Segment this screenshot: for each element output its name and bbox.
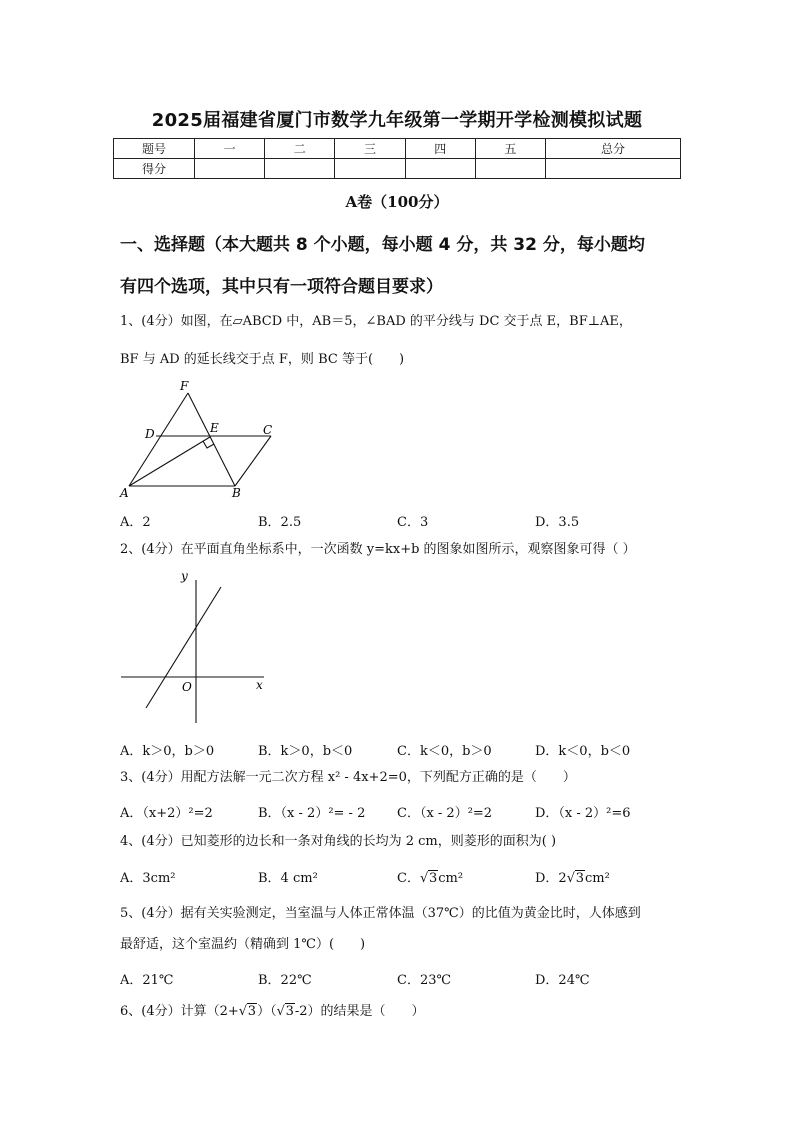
option-a[interactable]: A．21℃ xyxy=(120,973,174,988)
score-table xyxy=(113,138,681,179)
table-cell: 一 xyxy=(195,139,265,159)
sqrt-sign: √ 3 xyxy=(238,1004,257,1019)
question-text: 1、(4分）如图，在▱ABCD 中，AB＝5，∠BAD 的平分线与 DC 交于点 E，BF⊥AE， xyxy=(120,314,632,329)
option-c[interactable]: C．3 xyxy=(397,515,429,530)
table-cell xyxy=(195,159,265,179)
option-b[interactable]: B．k＞0，b＜0 xyxy=(258,744,353,759)
option-c[interactable]: C．k＜0，b＞0 xyxy=(397,744,492,759)
radicand: 3 xyxy=(285,1004,294,1019)
option-c[interactable]: C．（x - 2）²=2 xyxy=(397,806,493,821)
table-cell: 得分 xyxy=(114,159,195,179)
label-x: x xyxy=(256,678,263,692)
section-heading xyxy=(120,224,690,308)
question-2 xyxy=(120,534,695,565)
radicand: 3 xyxy=(428,871,438,886)
option-d[interactable]: D．（x - 2）²=6 xyxy=(535,806,631,821)
heading-line: 一、选择题（本大题共 8 个小题，每小题 4 分，共 32 分，每小题均 xyxy=(120,235,645,255)
label-d: D xyxy=(145,427,155,441)
page-title: 2025届福建省厦门市数学九年级第一学期开学检测模拟试题 xyxy=(151,110,643,131)
option-b[interactable]: B．4 cm² xyxy=(258,871,318,886)
question-5 xyxy=(120,898,695,960)
table-cell: 二 xyxy=(265,139,335,159)
table-cell xyxy=(265,159,335,179)
question-text: 3、(4分）用配方法解一元二次方程 x² - 4x+2=0，下列配方正确的是（ ） xyxy=(120,770,576,785)
table-cell: 四 xyxy=(405,139,475,159)
option-d[interactable]: D．24℃ xyxy=(535,973,590,988)
option-b[interactable]: B．（x - 2）²= - 2 xyxy=(258,806,366,821)
segment-fb xyxy=(188,393,235,486)
section-title: A卷（100分） xyxy=(345,193,449,211)
parallelogram-figure xyxy=(112,376,282,504)
question-6 xyxy=(120,996,695,1027)
label-y: y xyxy=(181,569,188,583)
label-a: A xyxy=(120,486,129,500)
question-1 xyxy=(120,306,695,375)
question-3 xyxy=(120,762,695,793)
segment-ae xyxy=(129,437,210,486)
option-d[interactable]: D．k＜0，b＜0 xyxy=(535,744,631,759)
label-f: F xyxy=(180,379,189,393)
score-table-header-row xyxy=(114,139,681,159)
question-text: 2、(4分）在平面直角坐标系中，一次函数 y=kx+b 的图象如图所示，观察图象可得（ ） xyxy=(120,542,636,557)
table-cell: 总分 xyxy=(546,139,681,159)
label-origin: O xyxy=(182,680,192,694)
question-text: 6、(4分）计算（2+ xyxy=(120,1004,239,1019)
question-text: -2）的结果是（ ） xyxy=(294,1004,425,1019)
question-4 xyxy=(120,826,695,857)
option-d[interactable] xyxy=(535,867,610,886)
question-text: 最舒适，这个室温约（精确到 1℃）( ) xyxy=(120,937,366,952)
option-b[interactable]: B．2.5 xyxy=(258,515,302,530)
question-text: BF 与 AD 的延长线交于点 F，则 BC 等于( ) xyxy=(120,352,405,367)
table-cell: 五 xyxy=(475,139,545,159)
table-cell xyxy=(546,159,681,179)
option-a[interactable]: A．k＞0，b＞0 xyxy=(120,744,215,759)
question-text: 4、(4分）已知菱形的边长和一条对角线的长均为 2 cm，则菱形的面积为( ) xyxy=(120,834,557,849)
option-c[interactable] xyxy=(397,867,463,886)
sqrt-sign: √ 3 xyxy=(276,1004,294,1019)
table-cell: 题号 xyxy=(114,139,195,159)
option-b[interactable]: B．22℃ xyxy=(258,973,312,988)
table-cell xyxy=(405,159,475,179)
label-b: B xyxy=(232,486,241,500)
radicand: 3 xyxy=(247,1004,257,1019)
option-suffix: cm² xyxy=(584,871,610,886)
option-suffix: cm² xyxy=(438,871,464,886)
segment-bc xyxy=(235,436,271,486)
table-cell xyxy=(335,159,405,179)
sqrt-sign: √ 3 xyxy=(419,871,438,886)
option-prefix: C． xyxy=(397,871,420,886)
option-a[interactable]: A．2 xyxy=(120,515,151,530)
label-c: C xyxy=(263,423,273,437)
segment-af xyxy=(129,393,188,486)
question-text: ）（ xyxy=(257,1004,277,1019)
option-c[interactable]: C．23℃ xyxy=(397,973,452,988)
option-d[interactable]: D．3.5 xyxy=(535,515,580,530)
table-cell: 三 xyxy=(335,139,405,159)
option-prefix: D．2 xyxy=(535,871,567,886)
linear-function-graph xyxy=(116,568,276,728)
sqrt-sign: √ 3 xyxy=(566,871,584,886)
score-table-score-row xyxy=(114,159,681,179)
option-a[interactable]: A．3cm² xyxy=(120,871,176,886)
label-e: E xyxy=(210,421,219,435)
option-a[interactable]: A．（x+2）²=2 xyxy=(120,806,213,821)
radicand: 3 xyxy=(575,871,584,886)
question-text: 5、(4分）据有关实验测定，当室温与人体正常体温（37℃）的比值为黄金比时，人体感到 xyxy=(120,906,641,921)
heading-line: 有四个选项，其中只有一项符合题目要求） xyxy=(120,277,443,297)
table-cell xyxy=(475,159,545,179)
